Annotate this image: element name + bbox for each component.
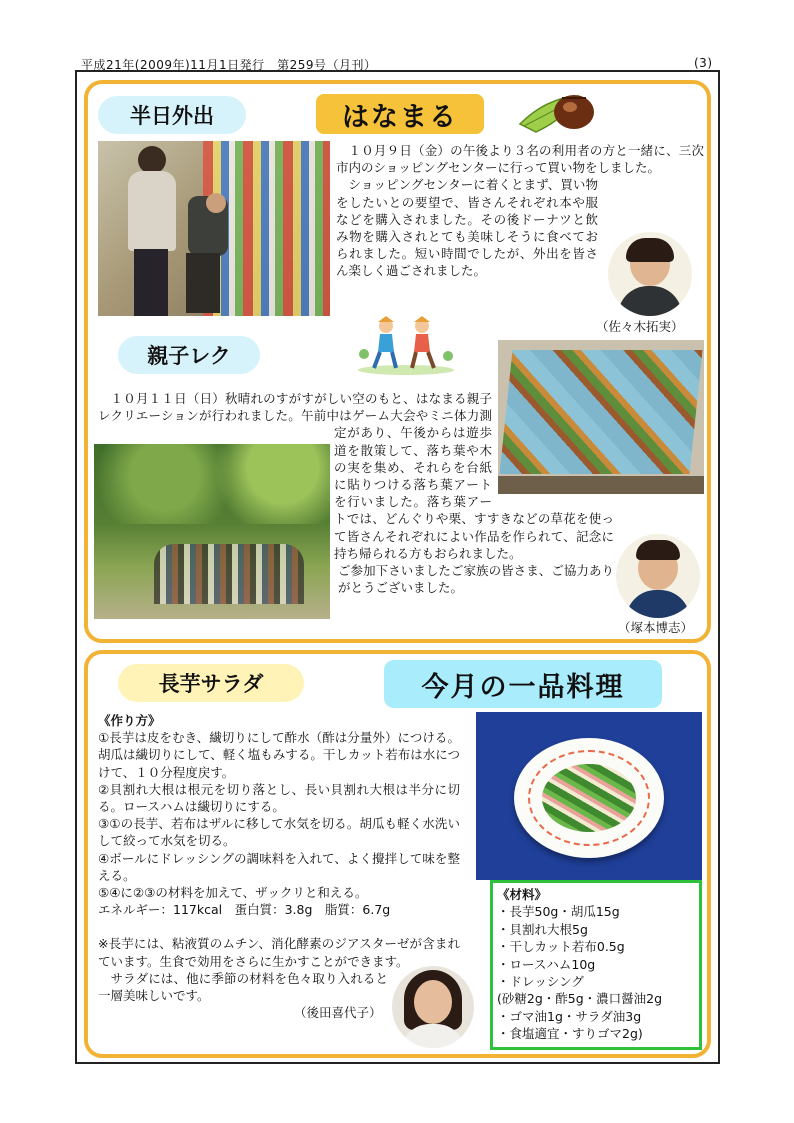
recipe-note-2: サラダには、他に季節の材料を色々取り入れると一層美味しいです。 [98, 970, 388, 1004]
salad-photo [476, 712, 702, 880]
chestnut-illustration [516, 88, 598, 136]
outing-paragraph-1: １０月９日（金）の午後より３名の利用者の方と一緒に、三次市内のショッピングセンターに行って買い物をしました。 [336, 143, 704, 176]
family-rec-author: （塚本博志） [618, 620, 694, 635]
recipe-name-tag: 長芋サラダ [118, 664, 304, 702]
walking-children-illustration [356, 314, 456, 376]
family-rec-paragraph-1: １０月１１日（日）秋晴れのすがすがしい空のもと、はなまる親子レクリエーションが行われました。午前中はゲーム大会やミニ体力測定があり、午後からは遊歩道を散策して、落ち葉や木の実を集め、それらを台紙に貼りつける落ち葉アートを行いました。落ち葉アートでは、どんぐりや栗、すすきなどの草花を使って皆さんそれぞれによい作品を作られて、記念に持ち帰られる方もおられました。 [98, 391, 614, 561]
family-rec-paragraph-2: ご参加下さいましたご家族の皆さま、ご協力ありがとうございました。 [338, 563, 614, 596]
method-step-3: ③①の長芋、若布はザルに移して水気を切る。胡瓜も軽く水洗いして絞って水気を切る。 [98, 816, 460, 849]
ingredient-7: ・ゴマ油1g・サラダ油3g [497, 1008, 642, 1024]
recipe-author: （後田喜代子） [294, 1005, 382, 1021]
ingredient-1: ・長芋50g・胡瓜15g [497, 904, 620, 920]
ingredient-8: ・食塩適宜・すりゴマ2g) [497, 1026, 643, 1042]
ingredient-5: ・ドレッシング [497, 974, 584, 990]
section-title: はなまる [316, 94, 484, 134]
outing-paragraph-2: ショッピングセンターに着くとまず、買い物をしたいとの要望で、皆さんそれぞれ本や服などを購入されました。その後ドーナツと飲み物を購入されとても美味しそうに食べておられました。短い時間でしたが、外出を皆さん楽しく過ごされました。 [336, 177, 598, 279]
forest-walk-photo [94, 444, 330, 619]
page-number: (3) [694, 56, 713, 70]
method-heading: 《作り方》 [98, 713, 161, 728]
outing-author: （佐々木拓実） [596, 319, 684, 334]
nutrition-info: エネルギー：117kcal 蛋白質：3.8g 脂質：6.7g [98, 902, 391, 918]
method-step-4: ④ボールにドレッシングの調味料を入れて、よく攪拌して味を整える。 [98, 850, 460, 883]
ingredient-3: ・干しカット若布0.5g [497, 939, 625, 955]
author-portrait-tsukamoto [616, 534, 700, 618]
recipe-section-title: 今月の一品料理 [384, 660, 662, 708]
outing-tag: 半日外出 [98, 96, 246, 134]
method-step-5: ⑤④に②③の材料を加えて、ザックリと和える。 [98, 885, 368, 901]
shopping-photo [98, 141, 330, 316]
method-step-2: ②貝割れ大根は根元を切り落とし、長い貝割れ大根は半分に切る。ロースハムは繊切りにする。 [98, 781, 460, 815]
author-portrait-sasaki [608, 232, 692, 316]
ingredient-4: ・ロースハム10g [497, 956, 596, 972]
ingredient-2: ・貝割れ大根5g [497, 921, 588, 937]
family-rec-tag: 親子レク [118, 336, 260, 374]
recipe-panel [84, 650, 711, 1058]
issue-header: 平成21年(2009年)11月1日発行 第259号（月刊） [81, 58, 377, 72]
author-portrait-ushirota [392, 966, 474, 1048]
method-step-1: ①長芋は皮をむき、繊切りにして酢水（酢は分量外）につける。胡瓜は繊切りにして、軽く塩もみする。干しカット若布は水につけて、１０分程度戻す。 [98, 730, 460, 780]
recipe-note-1: ※長芋には、粘液質のムチン、消化酵素のジアスターゼが含まれています。生食で効用をさらに生かすことができます。 [98, 936, 460, 969]
outing-panel [84, 80, 711, 643]
ingredients-box [490, 880, 702, 1050]
ingredients-heading: 《材料》 [497, 887, 548, 902]
ingredient-6: (砂糖2g・酢5g・濃口醤油2g [497, 991, 663, 1007]
